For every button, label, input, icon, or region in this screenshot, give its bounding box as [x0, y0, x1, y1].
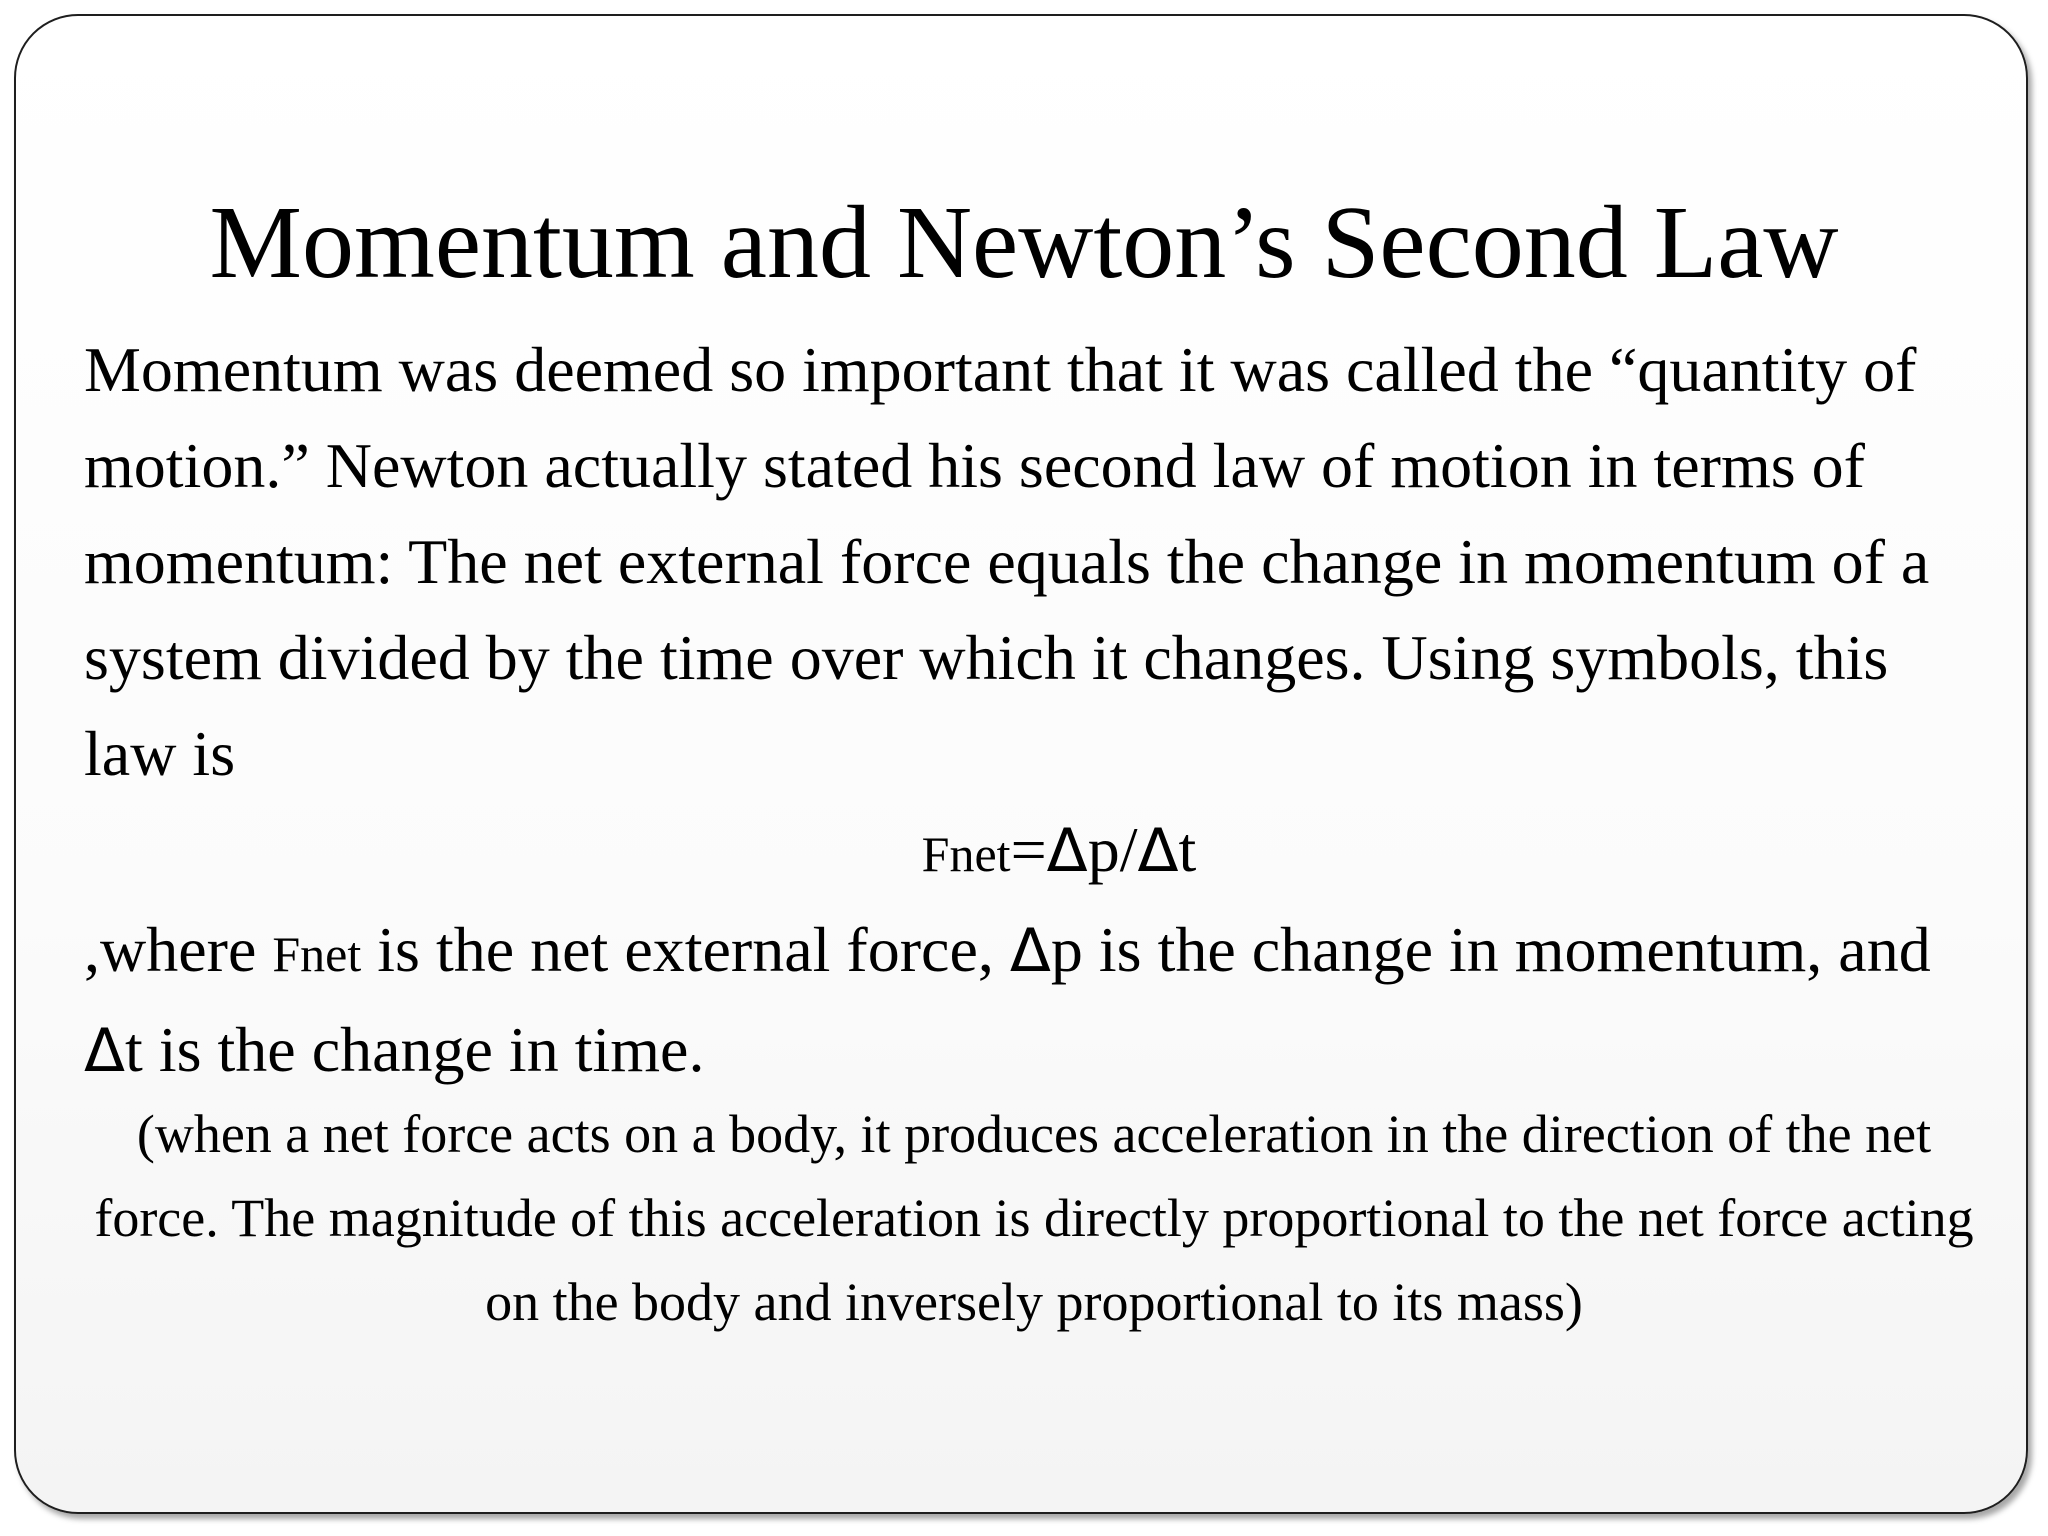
- fnet-symbol: Fnet: [272, 926, 362, 982]
- equals-sign: =: [1010, 814, 1047, 885]
- delta-symbol: Δ: [1046, 816, 1088, 886]
- momentum-equation: [84, 802, 1984, 902]
- definition-text: ,where: [84, 914, 273, 985]
- definition-text: is the net external force,: [361, 914, 1010, 985]
- momentum-symbol: p/: [1087, 814, 1138, 885]
- definition-text: p is the change in momentum, and: [1050, 914, 1931, 985]
- delta-symbol: Δ: [1137, 816, 1179, 886]
- delta-symbol: Δ: [1009, 916, 1051, 986]
- definition-text: t is the change in time.: [125, 1014, 705, 1085]
- slide-title: Momentum and Newton’s Second Law: [209, 185, 1839, 300]
- definition-paragraph: [84, 902, 1984, 1099]
- intro-paragraph: Momentum was deemed so important that it was called the “quantity of motion.” Newton actually stated his second law of motion in terms of momentum: The net external force equals the change in momentum of a system divided by the time over which it changes. Using symbols, this law is: [84, 334, 1930, 789]
- explanatory-note: (when a net force acts on a body, it produces acceleration in the direction of the net force. The magnitude of this acceleration is directly proportional to the net force acting on the body and inversely proportional to its mass): [94, 1104, 1974, 1332]
- delta-symbol: Δ: [84, 1016, 126, 1086]
- time-symbol: t: [1178, 814, 1197, 885]
- slide-body: [84, 322, 1984, 1099]
- fnet-symbol: Fnet: [921, 826, 1011, 882]
